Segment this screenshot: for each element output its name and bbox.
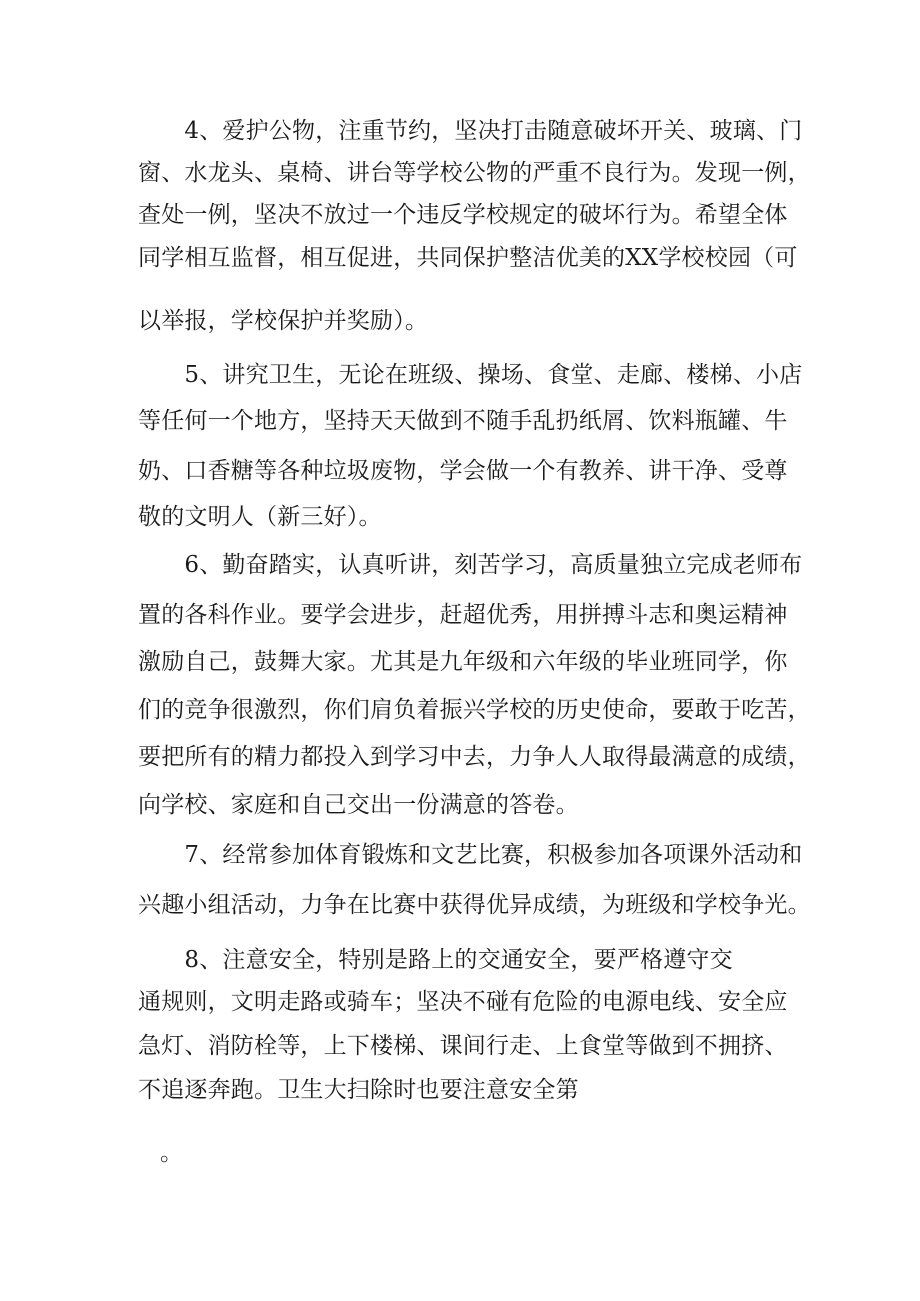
paragraph-line: 窗、水龙头、桌椅、讲台等学校公物的严重不良行为。发现一例， xyxy=(138,160,811,186)
paragraph-line: 5、讲究卫生，无论在班级、操场、食堂、走廊、楼梯、小店 xyxy=(138,362,803,388)
paragraph-line: 要把所有的精力都投入到学习中去，力争人人取得最满意的成绩， xyxy=(138,744,811,770)
paragraph-line: 4、爱护公物，注重节约，坚决打击随意破坏开关、玻璃、门 xyxy=(138,118,803,144)
paragraph-line: 查处一例，坚决不放过一个违反学校规定的破坏行为。希望全体 xyxy=(138,202,788,228)
paragraph-line: 们的竞争很激烈，你们肩负着振兴学校的历史使命，要敢于吃苦， xyxy=(138,697,811,723)
paragraph-line: 通规则，文明走路或骑车；坚决不碰有危险的电源电线、安全应 xyxy=(138,989,788,1015)
paragraph-line: 以举报，学校保护并奖励）。 xyxy=(138,308,429,334)
trailing-punctuation: 。 xyxy=(160,1140,183,1166)
paragraph-line: 6、勤奋踏实，认真听讲，刻苦学习，高质量独立完成老师布 xyxy=(138,552,803,578)
paragraph-line: 等任何一个地方，坚持天天做到不随手乱扔纸屑、饮料瓶罐、牛 xyxy=(138,408,788,434)
paragraph-line: 7、经常参加体育锻炼和文艺比赛，积极参加各项课外活动和 xyxy=(138,842,803,868)
paragraph-line: 敬的文明人（新三好）。 xyxy=(138,504,382,530)
paragraph-line: 急灯、消防栓等，上下楼梯、课间行走、上食堂等做到不拥挤、 xyxy=(138,1033,788,1059)
paragraph-line: 向学校、家庭和自己交出一份满意的答卷。 xyxy=(138,792,579,818)
paragraph-line: 奶、口香糖等各种垃圾废物，学会做一个有教养、讲干净、受尊 xyxy=(138,458,788,484)
paragraph-line: 不追逐奔跑。卫生大扫除时也要注意安全第 xyxy=(138,1077,579,1103)
paragraph-line: 置的各科作业。要学会进步，赶超优秀，用拼搏斗志和奥运精神 xyxy=(138,602,788,628)
paragraph-line: 兴趣小组活动，力争在比赛中获得优异成绩，为班级和学校争光。 xyxy=(138,892,811,918)
paragraph-line: 8、注意安全，特别是路上的交通安全，要严格遵守交 xyxy=(138,947,733,973)
paragraph-line: 同学相互监督，相互促进，共同保护整洁优美的XX学校校园（可 xyxy=(138,245,798,271)
paragraph-line: 激励自己，鼓舞大家。尤其是九年级和六年级的毕业班同学，你 xyxy=(138,649,788,675)
